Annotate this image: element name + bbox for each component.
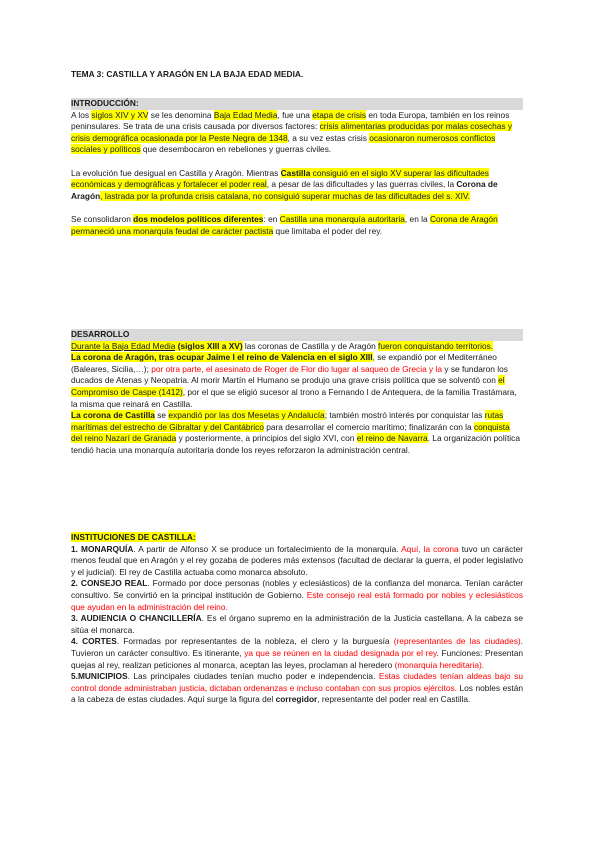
instituciones-heading: INSTITUCIONES DE CASTILLA: — [71, 532, 196, 542]
desarrollo-paragraph-1: Durante la Baja Edad Media (siglos XIII a XV) las coronas de Castilla y de Aragón fueron conquistando territorios. — [71, 340, 494, 351]
desarrollo-paragraph-2: La corona de Aragón, tras ocupar Jaime I el reino de Valencia en el siglo XIII, se expandió por el Mediterráneo (Baleares, Sicilia,…); por otra parte, el asesinato de Roger de Flor dio lugar al saqueo de Grecia y la y se fundaron los ducados de Atenas y Neopatria. Al morir Martín el Humano se produjo una grave crisis política que se solventó con el Compromiso de Caspe (1412), por el que se eligió sucesor al trono a Fernando I de Antequera, de la familia Trastámara, la misma que reinará en Castilla. — [71, 352, 517, 409]
institution-audiencia: 3. AUDIENCIA O CHANCILLERÍA. Es el órgano supremo en la administración de la Justicia castellana. A la cabeza se sitúa el monarca. — [71, 613, 523, 635]
intro-section — [71, 98, 523, 237]
institution-consejo-real: 2. CONSEJO REAL. Formado por doce personas (nobles y eclesiásticos) de la confianza del monarca. Tenían carácter consultivo. Se convirtió en la principal institución de Gobierno. Este consejo real está formado por nobles y eclesiásticos que ayudan en la administración del reino. — [71, 578, 523, 612]
desarrollo-paragraph-3: La corona de Castilla se expandió por las dos Mesetas y Andalucía; también mostró interés por conquistar las rutas marítimas del estrecho de Gibraltar y del Cantábrico para desarrollar el comercio marítimo; finalizarán con la conquista del reino Nazarí de Granada y posteriormente, a principios del siglo XVI, con el reino de Navarra. La organización política tendió hacia una monarquía autoritaria donde los reyes reforzaron la administración central. — [71, 410, 520, 455]
intro-heading: INTRODUCCIÓN: — [71, 98, 523, 110]
desarrollo-heading: DESARROLLO — [71, 329, 523, 341]
institution-monarquia: 1. MONARQUÍA. A partir de Alfonso X se produce un fortalecimiento de la monarquía. Aquí, la corona tuvo un carácter menos feudal que en Aragón y el rey gozaba de poderes más extensos (facultad de declarar la guerra, el poder legislativo y el judicial). El rey de Castilla actuaba como monarca absoluto. — [71, 543, 523, 577]
intro-paragraph-2: La evolución fue desigual en Castilla y Aragón. Mientras Castilla consiguió en el siglo XV superar las dificultades económicas y demográficas y fortalecer el poder real, a pesar de las dificultades y las guerras civiles, la Corona de Aragón, lastrada por la profunda crisis catalana, no consiguió superar muchas de las dificultades del s. XIV. — [71, 167, 498, 201]
intro-paragraph-3: Se consolidaron dos modelos políticos diferentes: en Castilla una monarquía autoritaria, en la Corona de Aragón permaneció una monarquía feudal de carácter pactista que limitaba el poder del rey. — [71, 213, 498, 236]
institution-municipios: 5.MUNICIPIOS. Las principales ciudades tenían mucho poder e independencia. Estas ciudades tenían aldeas bajo su control donde administraban justicia, dictaban ordenanzas e incluso contaban con sus propios ejércitos. Los nobles están a la cabeza de estas ciudades. Aquí surge la figura del corregidor, representante del poder real en Castilla. — [71, 671, 523, 705]
intro-paragraph-1: A los siglos XIV y XV se les denomina Baja Edad Media, fue una etapa de crisis en toda Europa, también en los reinos peninsulares. Se trata de una crisis causada por diversos factores: crisis alimentarias producidas por malas cosechas y crisis demográfica ocasionada por la Peste Negra de 1348, a su vez estas crisis ocasionaron numerosos conflictos sociales y políticos que desembocaron en rebeliones y guerras civiles. — [71, 109, 513, 155]
instituciones-section — [71, 532, 523, 706]
document-title: TEMA 3: CASTILLA Y ARAGÓN EN LA BAJA EDAD MEDIA. — [71, 69, 304, 79]
desarrollo-section — [71, 329, 523, 457]
institution-cortes: 4. CORTES. Formadas por representantes de la nobleza, el clero y la burguesía (representantes de las ciudades). Tuvieron un carácter consultivo. Es itinerante, ya que se reúnen en la ciudad designada por el rey. Funciones: Presentan quejas al rey, realizan peticiones al monarca, aceptan las leyes, proclaman al heredero (monarquía hereditaria). — [71, 636, 523, 670]
